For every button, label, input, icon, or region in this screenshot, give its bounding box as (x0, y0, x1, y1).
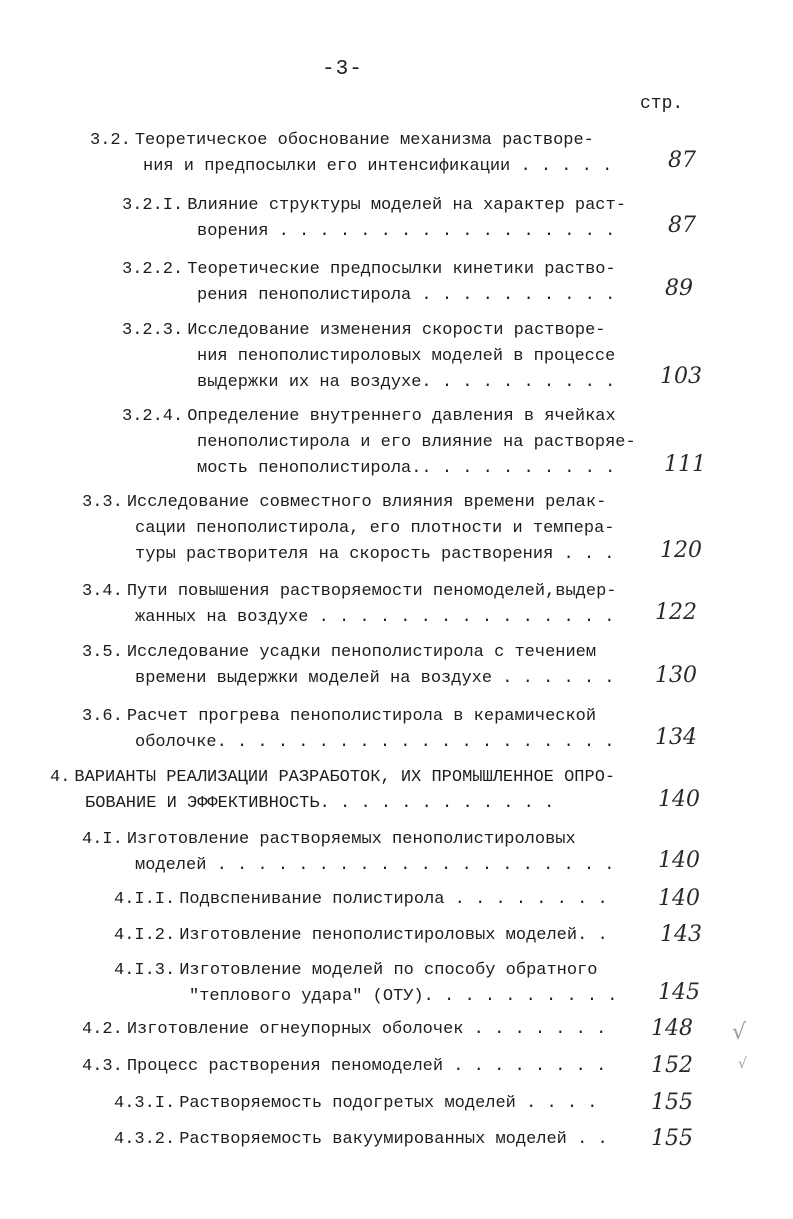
page-ref: 87 (668, 213, 696, 238)
toc-entry (114, 923, 608, 949)
page-ref: 145 (658, 980, 700, 1005)
page-ref: 111 (664, 452, 706, 477)
entry-text: рения пенополистирола . . . . . . . . . . (197, 286, 616, 305)
section-number: 4.2. (82, 1020, 123, 1039)
section-number: 4.I.3. (114, 961, 176, 980)
entry-text: оболочке. . . . . . . . . . . . . . . . . . . . (135, 733, 615, 752)
toc-entry (82, 827, 614, 879)
section-number: 3.2.4. (122, 407, 184, 426)
page-column-label: стр. (640, 94, 684, 114)
section-number: 4.I.2. (114, 926, 176, 945)
check-mark-icon: √ (738, 1056, 747, 1072)
entry-text: мость пенополистирола.. . . . . . . . . . (197, 459, 616, 478)
toc-entry (82, 490, 614, 568)
section-number: 3.4. (82, 582, 123, 601)
section-number: 4.I.I. (114, 890, 176, 909)
toc-entry (114, 887, 608, 913)
entry-text: пенополистирола и его влияние на растворяе- (197, 433, 636, 452)
entry-text: Пути повышения растворяемости пеномоделей,выдер- (126, 582, 617, 601)
entry-text: "теплового удара" (ОТУ). . . . . . . . . . (189, 987, 618, 1006)
toc-entry (114, 958, 617, 1010)
section-number: 4.3.2. (114, 1130, 176, 1149)
entry-text: Исследование усадки пенополистирола с течением (126, 643, 597, 662)
section-number: 3.6. (82, 707, 123, 726)
entry-text: туры растворителя на скорость растворения . . . (135, 545, 615, 564)
entry-text: Растворяемость вакуумированных моделей . . (179, 1130, 608, 1149)
toc-entry (82, 1017, 606, 1043)
page-ref: 122 (655, 600, 697, 625)
entry-text: Растворяемость подогретых моделей . . . . (179, 1094, 598, 1113)
toc-entry (82, 704, 614, 756)
entry-text: времени выдержки моделей на воздухе . . . . . . (135, 669, 615, 688)
toc-entry (122, 404, 636, 482)
entry-text: жанных на воздухе . . . . . . . . . . . . . . . (135, 608, 615, 627)
section-number: 3.2.2. (122, 260, 184, 279)
toc-entry (122, 318, 615, 396)
page-ref: 155 (651, 1126, 693, 1151)
page-number: -3- (322, 58, 363, 81)
check-mark-icon: √ (732, 1020, 747, 1045)
section-number: 3.3. (82, 493, 123, 512)
entry-text: БОВАНИЕ И ЭФФЕКТИВНОСТЬ. . . . . . . . . . . . (85, 794, 555, 813)
page-ref: 140 (658, 848, 700, 873)
entry-text: ВАРИАНТЫ РЕАЛИЗАЦИИ РАЗРАБОТОК, ИХ ПРОМЫШЛЕННОЕ ОПРО- (74, 768, 616, 787)
toc-entry (122, 257, 616, 309)
page-ref: 152 (651, 1053, 693, 1078)
page-ref: 148 (651, 1016, 693, 1041)
entry-text: Определение внутреннего давления в ячейках (187, 407, 616, 426)
entry-text: Теоретическое обоснование механизма растворе- (134, 131, 594, 150)
entry-text: Влияние структуры моделей на характер раст- (187, 196, 626, 215)
toc-entry (114, 1127, 608, 1153)
page-ref: 87 (668, 148, 696, 173)
entry-text: Исследование изменения скорости растворе- (187, 321, 606, 340)
page-ref: 140 (658, 787, 700, 812)
entry-text: Теоретические предпосылки кинетики раство- (187, 260, 616, 279)
entry-text: Изготовление пенополистироловых моделей. . (179, 926, 608, 945)
toc-entry (82, 640, 614, 692)
page-ref: 140 (658, 886, 700, 911)
page-ref: 143 (660, 922, 702, 947)
page-ref: 120 (660, 538, 702, 563)
page-ref: 130 (655, 663, 697, 688)
section-number: 4.I. (82, 830, 123, 849)
section-number: 4. (50, 768, 71, 787)
entry-text: сации пенополистирола, его плотности и темпера- (135, 519, 615, 538)
section-number: 4.3.I. (114, 1094, 176, 1113)
entry-text: Изготовление моделей по способу обратного (179, 961, 598, 980)
toc-entry (82, 1054, 606, 1080)
toc-entry (50, 765, 615, 817)
entry-text: Изготовление огнеупорных оболочек . . . . . . . (126, 1020, 607, 1039)
entry-text: Подвспенивание полистирола . . . . . . . . (179, 890, 608, 909)
entry-text: Изготовление растворяемых пенополистироловых (126, 830, 576, 849)
page-ref: 134 (655, 725, 697, 750)
section-number: 3.2.3. (122, 321, 184, 340)
entry-text: Расчет прогрева пенополистирола в керамической (126, 707, 597, 726)
toc-entry (90, 128, 612, 180)
toc-entry (82, 579, 617, 631)
toc-entry (114, 1091, 598, 1117)
section-number: 3.2.I. (122, 196, 184, 215)
page-ref: 155 (651, 1090, 693, 1115)
entry-text: ния и предпосылки его интенсификации . . . . . (143, 157, 613, 176)
entry-text: Исследование совместного влияния времени релак- (126, 493, 607, 512)
section-number: 4.3. (82, 1057, 123, 1076)
section-number: 3.2. (90, 131, 131, 150)
entry-text: ния пенополистироловых моделей в процессе (197, 347, 616, 366)
entry-text: ворения . . . . . . . . . . . . . . . . . (197, 222, 616, 241)
page-ref: 89 (665, 276, 693, 301)
entry-text: выдержки их на воздухе. . . . . . . . . . (197, 373, 616, 392)
toc-entry (122, 193, 626, 245)
page-ref: 103 (660, 364, 702, 389)
entry-text: моделей . . . . . . . . . . . . . . . . . . . . (135, 856, 615, 875)
section-number: 3.5. (82, 643, 123, 662)
entry-text: Процесс растворения пеномоделей . . . . . . . . (126, 1057, 607, 1076)
